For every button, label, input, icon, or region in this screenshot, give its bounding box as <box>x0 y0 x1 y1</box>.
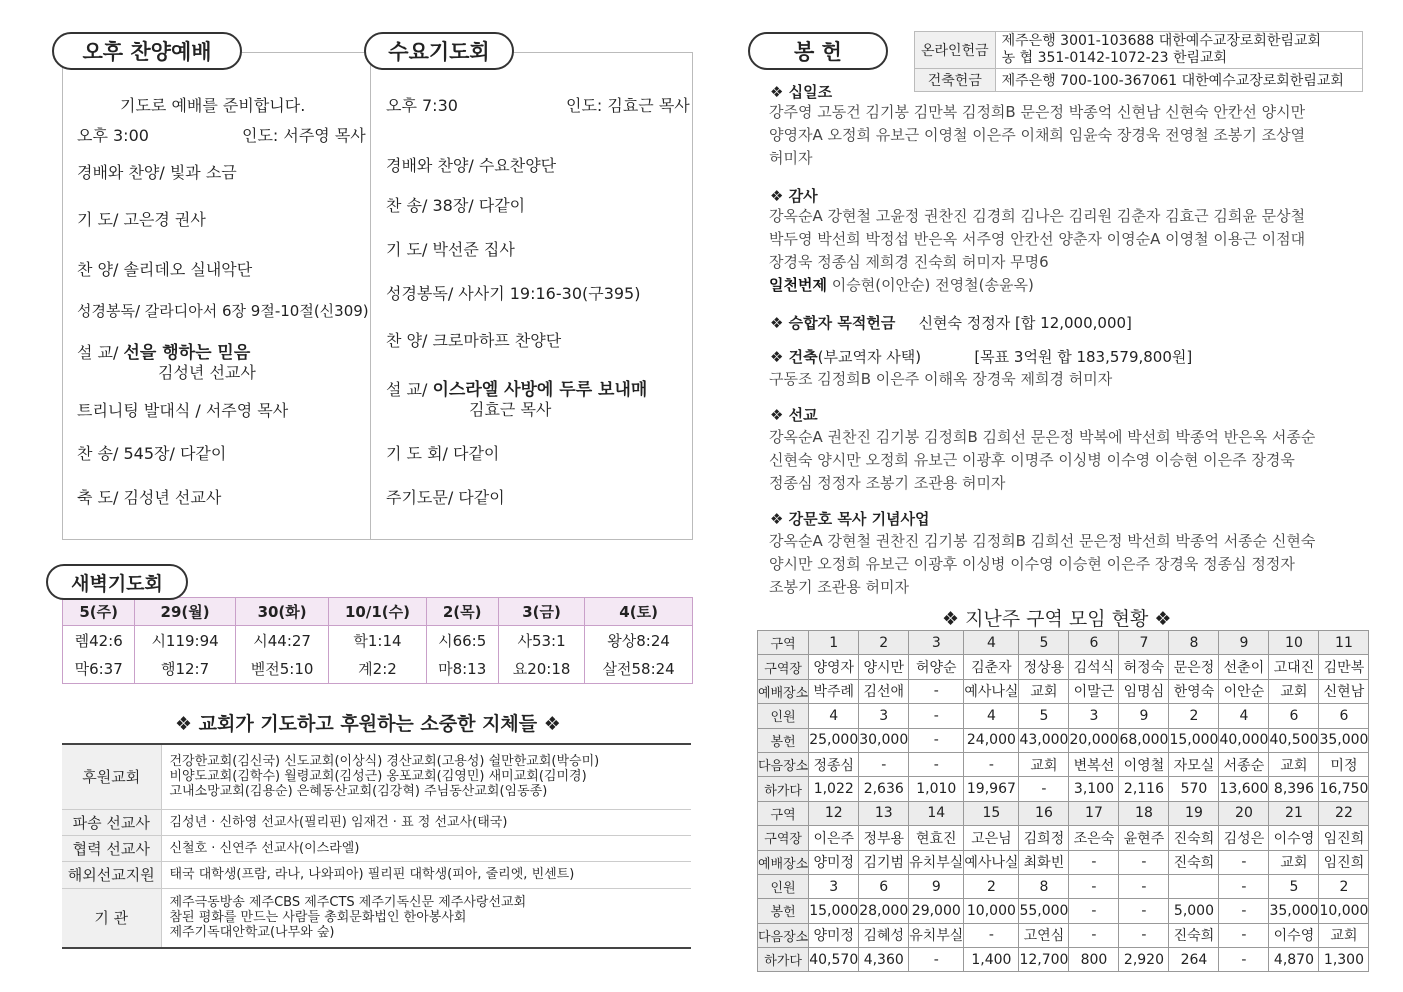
zone-cell: - <box>1119 850 1169 874</box>
zone-cell: 김춘자 <box>964 655 1019 679</box>
zone-cell: 정종심 <box>809 752 859 776</box>
dawn-cell: 시66:5 <box>426 626 498 655</box>
zone-cell: 1,400 <box>964 948 1019 972</box>
zone-cell: 13,600 <box>1219 777 1269 801</box>
afternoon-item: 경배와 찬양/ 빛과 소금 <box>77 163 237 182</box>
zone-cell: 1,300 <box>1319 948 1369 972</box>
zone-cell: 김선애 <box>859 679 909 703</box>
zone-place-row <box>758 850 1369 874</box>
thanks-names <box>769 205 1367 274</box>
zone-cell: - <box>1069 899 1119 923</box>
wednesday-item: 찬 송/ 38장/ 다같이 <box>386 196 526 215</box>
build-offering <box>770 346 1192 367</box>
zone-row-label: 구역 <box>758 801 809 825</box>
support-key: 후원교회 <box>62 744 161 809</box>
zone-cell: 9 <box>909 874 964 898</box>
afternoon-item: 찬 양/ 솔리데오 실내악단 <box>77 260 253 279</box>
zone-cell: 8,396 <box>1269 777 1319 801</box>
zone-cell: 이영철 <box>1119 752 1169 776</box>
name-line: 강주영 고동건 김기봉 김만복 김정희B 문은정 박종억 신현남 신현숙 안칸선 양시만 <box>769 103 1306 121</box>
zone-cell: 교회 <box>1319 923 1369 947</box>
zone-cell: 1,022 <box>809 777 859 801</box>
zone-cell: 양영자 <box>809 655 859 679</box>
account-line: 농 협 351-0142-1072-23 한림교회 <box>1001 50 1228 66</box>
afternoon-item: 축 도/ 김성년 선교사 <box>77 488 222 507</box>
zone-row-label: 다음장소 <box>758 923 809 947</box>
zone-cell: - <box>1219 899 1269 923</box>
zone-cell: 고대진 <box>1269 655 1319 679</box>
zone-title: ❖ 지난주 구역 모임 현황 ❖ <box>942 608 1172 630</box>
zone-cell: - <box>909 704 964 728</box>
zone-cell <box>1169 874 1219 898</box>
zone-row-label: 하가다 <box>758 777 809 801</box>
dawn-cell: 행12:7 <box>135 655 235 684</box>
service-divider <box>370 52 371 540</box>
zone-cell: 1,010 <box>909 777 964 801</box>
dawn-header: 3(금) <box>498 598 584 626</box>
dawn-cell: 계2:2 <box>329 655 426 684</box>
first-names: 이승현(이안순) 전영철(송윤옥) <box>831 276 1034 294</box>
support-line: 신철호 · 신연주 선교사(이스라엘) <box>161 835 691 861</box>
zone-cell: 최화빈 <box>1019 850 1069 874</box>
zone-row-label: 다음장소 <box>758 752 809 776</box>
zone-cell: 21 <box>1269 801 1319 825</box>
dawn-header: 4(토) <box>585 598 693 626</box>
zone-cell: 교회 <box>1019 679 1069 703</box>
zone-cell: 서종순 <box>1219 752 1269 776</box>
name-line: 강옥순A 권찬진 김기봉 김정희B 김희선 문은정 박복에 박선희 박종억 반은옥 서종순 <box>769 428 1316 446</box>
zone-cell: - <box>909 728 964 752</box>
zone-cell: 35,000 <box>1319 728 1369 752</box>
zone-number-row <box>758 801 1369 825</box>
mission-title: ❖ 선교 <box>770 406 818 424</box>
zone-cell: 한영숙 <box>1169 679 1219 703</box>
zone-cell: - <box>1119 923 1169 947</box>
zone-cell: 양시만 <box>859 655 909 679</box>
zone-cell: 교회 <box>1019 752 1069 776</box>
zone-cell: 2,636 <box>859 777 909 801</box>
zone-cell: 진숙희 <box>1169 923 1219 947</box>
zone-cell: 4,360 <box>859 948 909 972</box>
zone-next-place-row <box>758 752 1369 776</box>
online-offering-table <box>914 31 1363 92</box>
afternoon-time: 오후 3:00 <box>77 126 149 145</box>
zone-cell: 5 <box>1019 704 1069 728</box>
zone-cell: 김혜성 <box>859 923 909 947</box>
zone-cell: 264 <box>1169 948 1219 972</box>
zone-cell: 현효진 <box>909 826 964 850</box>
zone-cell: 진숙희 <box>1169 850 1219 874</box>
zone-cell: - <box>1069 923 1119 947</box>
zone-cell: 문은정 <box>1169 655 1219 679</box>
zone-number-row <box>758 631 1369 655</box>
tithe-names <box>769 101 1367 170</box>
dawn-header: 29(월) <box>135 598 235 626</box>
dawn-cell: 요20:18 <box>498 655 584 684</box>
zone-cell: 1 <box>809 631 859 655</box>
zone-cell: - <box>964 752 1019 776</box>
dawn-header: 2(목) <box>426 598 498 626</box>
zone-cell: 허양순 <box>909 655 964 679</box>
zone-cell: 예사나실 <box>964 679 1019 703</box>
zone-cell: 6 <box>1269 704 1319 728</box>
zone-cell: 선춘이 <box>1219 655 1269 679</box>
dawn-header: 30(화) <box>235 598 329 626</box>
mission-names <box>769 426 1367 495</box>
zone-cell: 800 <box>1069 948 1119 972</box>
zone-attendance-row <box>758 704 1369 728</box>
support-line: 김성년 · 신하영 선교사(필리핀) 임재건 · 표 정 선교사(태국) <box>161 809 691 835</box>
zone-cell: 35,000 <box>1269 899 1319 923</box>
zone-next-place-row <box>758 923 1369 947</box>
zone-cell: 3 <box>859 704 909 728</box>
support-line: 제주극동방송 제주CBS 제주CTS 제주기독신문 제주사랑선교회 <box>169 895 527 911</box>
wednesday-item: 찬 양/ 크로마하프 찬양단 <box>386 331 562 350</box>
zone-cell: 24,000 <box>964 728 1019 752</box>
zone-cell: 7 <box>1119 631 1169 655</box>
zone-cell: 2 <box>859 631 909 655</box>
build-sub: (부교역자 사택) <box>817 348 922 366</box>
zone-cell: - <box>909 679 964 703</box>
wednesday-title: 수요기도회 <box>364 32 514 70</box>
zone-cell: 8 <box>1019 874 1069 898</box>
zone-cell: 30,000 <box>859 728 909 752</box>
zone-cell: - <box>859 752 909 776</box>
build-title: ❖ 건축 <box>770 348 818 366</box>
zone-cell: 12 <box>809 801 859 825</box>
sermon-title: 선을 행하는 믿음 <box>123 343 251 363</box>
zone-cell: 예사나실 <box>964 850 1019 874</box>
zone-leader-row <box>758 655 1369 679</box>
zone-cell: 29,000 <box>909 899 964 923</box>
zone-cell: 미정 <box>1319 752 1369 776</box>
zone-cell: 43,000 <box>1019 728 1069 752</box>
dawn-header: 5(주) <box>63 598 135 626</box>
zone-row-label: 구역 <box>758 631 809 655</box>
wednesday-item: 기 도 회/ 다같이 <box>386 444 500 463</box>
zone-cell: 양미정 <box>809 923 859 947</box>
afternoon-title: 오후 찬양예배 <box>52 32 242 70</box>
zone-cell: 4 <box>964 631 1019 655</box>
name-line: 양시만 오정희 유보근 이광후 이싱병 이수영 이승현 이은주 장경욱 정종심 정정자 <box>769 555 1295 573</box>
kang-title: ❖ 강문호 목사 기념사업 <box>770 510 930 528</box>
zone-cell: 4 <box>809 704 859 728</box>
zone-cell: 고연심 <box>1019 923 1069 947</box>
zone-cell: 이수영 <box>1269 923 1319 947</box>
zone-cell: 교회 <box>1269 679 1319 703</box>
support-key: 협력 선교사 <box>62 835 161 861</box>
zone-cell: 12,700 <box>1019 948 1069 972</box>
sermon-label: 설 교/ <box>386 380 428 399</box>
wednesday-preacher: 김효근 목사 <box>469 400 552 419</box>
zone-row-label: 예배장소 <box>758 679 809 703</box>
account-line: 제주은행 3001-103688 대한예수교장로회한림교회 <box>1001 33 1322 49</box>
dawn-cell: 마8:13 <box>426 655 498 684</box>
zone-row-label: 인원 <box>758 704 809 728</box>
zone-cell: 유치부실 <box>909 850 964 874</box>
support-line: 비양도교회(김학수) 월령교회(김성근) 옹포교회(김영민) 새미교회(김미경) <box>169 769 587 785</box>
afternoon-leader: 인도: 서주영 목사 <box>242 126 366 145</box>
name-line: 정종심 정정자 조봉기 조관용 허미자 <box>769 474 1006 492</box>
zone-cell: 정상용 <box>1019 655 1069 679</box>
zone-cell: - <box>909 948 964 972</box>
dawn-cell: 렘42:6 <box>63 626 135 655</box>
zone-cell: 2,116 <box>1119 777 1169 801</box>
zone-cell: 9 <box>1219 631 1269 655</box>
zone-cell: 68,000 <box>1119 728 1169 752</box>
zone-cell: 19 <box>1169 801 1219 825</box>
support-key: 파송 선교사 <box>62 809 161 835</box>
zone-table <box>757 630 1369 972</box>
car-note: 신현숙 정정자 [합 12,000,000] <box>918 314 1132 332</box>
support-value <box>161 888 691 948</box>
zone-cell: 5,000 <box>1169 899 1219 923</box>
zone-cell: 정부용 <box>859 826 909 850</box>
zone-cell: - <box>1069 850 1119 874</box>
zone-cell: 교회 <box>1269 752 1319 776</box>
account-line: 제주은행 700-100-367061 대한예수교장로회한림교회 <box>995 69 1362 92</box>
zone-cell: 10 <box>1269 631 1319 655</box>
wednesday-item: 경배와 찬양/ 수요찬양단 <box>386 156 557 175</box>
wednesday-item: 성경봉독/ 사사기 19:16-30(구395) <box>386 284 641 303</box>
zone-cell: 유치부실 <box>909 923 964 947</box>
name-line: 양영자A 오정희 유보근 이영철 이은주 이채희 임윤숙 장경욱 전영철 조봉기 조상열 <box>769 126 1306 144</box>
zone-cell: 8 <box>1169 631 1219 655</box>
afternoon-item: 성경봉독/ 갈라디아서 6장 9절-10절(신309) <box>77 302 369 320</box>
zone-cell: 6 <box>1069 631 1119 655</box>
zone-row-label: 예배장소 <box>758 850 809 874</box>
kang-names <box>769 530 1367 599</box>
zone-cell: - <box>964 923 1019 947</box>
zone-cell: 9 <box>1119 704 1169 728</box>
zone-cell: - <box>1069 874 1119 898</box>
name-line: 박두영 박선희 박정섭 반은옥 서주영 안칸선 양춘자 이영순A 이영철 이용근 이점대 <box>769 230 1306 248</box>
wednesday-leader: 인도: 김효근 목사 <box>566 96 690 115</box>
zone-cell: 5 <box>1269 874 1319 898</box>
zone-cell: 양미정 <box>809 850 859 874</box>
dawn-header: 10/1(수) <box>329 598 426 626</box>
zone-cell: 10,000 <box>964 899 1019 923</box>
support-line: 고내소망교회(김용순) 은혜동산교회(김강혁) 주님동산교회(임동종) <box>169 784 548 800</box>
support-value <box>161 744 691 809</box>
zone-cell: 2,920 <box>1119 948 1169 972</box>
zone-cell: 15 <box>964 801 1019 825</box>
dawn-table <box>62 597 693 684</box>
zone-cell: 변복선 <box>1069 752 1119 776</box>
zone-place-row <box>758 679 1369 703</box>
online-label: 온라인헌금 <box>915 32 996 69</box>
zone-cell: 2 <box>1319 874 1369 898</box>
build-names <box>769 368 1367 391</box>
zone-row-label: 구역장 <box>758 655 809 679</box>
zone-cell: 이말근 <box>1069 679 1119 703</box>
afternoon-item: 기 도/ 고은경 권사 <box>77 210 206 229</box>
building-label: 건축헌금 <box>915 69 996 92</box>
zone-cell: 이수영 <box>1269 826 1319 850</box>
zone-offering-row <box>758 899 1369 923</box>
support-title: ❖ 교회가 기도하고 후원하는 소중한 지체들 ❖ <box>175 713 561 735</box>
zone-cell: 2 <box>1169 704 1219 728</box>
zone-leader-row <box>758 826 1369 850</box>
dawn-cell: 살전58:24 <box>585 655 693 684</box>
zone-cell: 교회 <box>1269 850 1319 874</box>
zone-cell: 3 <box>809 874 859 898</box>
zone-cell: - <box>1219 850 1269 874</box>
sermon-title: 이스라엘 사방에 두루 보내매 <box>432 380 648 400</box>
zone-cell: 13 <box>859 801 909 825</box>
dawn-cell: 시44:27 <box>235 626 329 655</box>
zone-cell: 40,000 <box>1219 728 1269 752</box>
zone-row-label: 하가다 <box>758 948 809 972</box>
zone-cell: 3 <box>909 631 964 655</box>
zone-cell: 14 <box>909 801 964 825</box>
zone-cell: 신현남 <box>1319 679 1369 703</box>
support-key: 기 관 <box>62 888 161 948</box>
thanks-title: ❖ 감사 <box>770 187 818 205</box>
zone-hagada-row <box>758 948 1369 972</box>
zone-cell: 15,000 <box>809 899 859 923</box>
zone-cell: 17 <box>1069 801 1119 825</box>
zone-attendance-row <box>758 874 1369 898</box>
zone-cell: - <box>909 752 964 776</box>
zone-cell: 4 <box>1219 704 1269 728</box>
zone-row-label: 봉헌 <box>758 899 809 923</box>
zone-cell: 김성은 <box>1219 826 1269 850</box>
zone-cell: 20,000 <box>1069 728 1119 752</box>
zone-row-label: 봉헌 <box>758 728 809 752</box>
zone-cell: 자모실 <box>1169 752 1219 776</box>
offering-title: 봉 헌 <box>748 32 888 70</box>
zone-cell: 40,500 <box>1269 728 1319 752</box>
first-offering <box>769 274 1367 297</box>
zone-cell: 진숙희 <box>1169 826 1219 850</box>
zone-cell: 허정숙 <box>1119 655 1169 679</box>
zone-cell: 3,100 <box>1069 777 1119 801</box>
dawn-cell: 학1:14 <box>329 626 426 655</box>
name-line: 강옥순A 강현철 고윤정 권찬진 김경희 김나은 김리원 김춘자 김효근 김희윤 문상철 <box>769 207 1306 225</box>
zone-cell: 15,000 <box>1169 728 1219 752</box>
zone-cell: - <box>1219 923 1269 947</box>
zone-cell: 22 <box>1319 801 1369 825</box>
zone-cell: 김만복 <box>1319 655 1369 679</box>
zone-cell: 16 <box>1019 801 1069 825</box>
zone-cell: 조은숙 <box>1069 826 1119 850</box>
zone-cell: - <box>1119 899 1169 923</box>
support-line: 태국 대학생(프람, 라나, 나와피아) 필리핀 대학생(피아, 줄리엣, 빈센트) <box>161 861 691 888</box>
afternoon-preacher: 김성년 선교사 <box>158 363 256 382</box>
zone-cell: 16,750 <box>1319 777 1369 801</box>
online-accounts <box>995 32 1362 69</box>
zone-cell: 2 <box>964 874 1019 898</box>
zone-cell: 5 <box>1019 631 1069 655</box>
zone-cell: - <box>1219 948 1269 972</box>
support-line: 참된 평화를 만드는 사람들 총회문화법인 한아봉사회 <box>169 910 467 926</box>
zone-hagada-row <box>758 777 1369 801</box>
zone-cell: 40,570 <box>809 948 859 972</box>
zone-cell: 4,870 <box>1269 948 1319 972</box>
zone-cell: 4 <box>964 704 1019 728</box>
zone-cell: 20 <box>1219 801 1269 825</box>
zone-cell: 10,000 <box>1319 899 1369 923</box>
zone-cell: 28,000 <box>859 899 909 923</box>
zone-cell: - <box>1019 777 1069 801</box>
first-label: 일천번제 <box>769 276 827 294</box>
zone-cell: 6 <box>1319 704 1369 728</box>
zone-cell: 김석식 <box>1069 655 1119 679</box>
name-line: 구동조 김정희B 이은주 이해옥 장경욱 제희경 허미자 <box>769 370 1113 388</box>
zone-cell: 55,000 <box>1019 899 1069 923</box>
car-title: ❖ 승합자 목적헌금 <box>770 314 896 332</box>
afternoon-intro: 기도로 예배를 준비합니다. <box>120 96 306 115</box>
zone-row-label: 인원 <box>758 874 809 898</box>
zone-cell: 18 <box>1119 801 1169 825</box>
zone-cell: - <box>1119 874 1169 898</box>
zone-cell: 임명심 <box>1119 679 1169 703</box>
dawn-title: 새벽기도회 <box>46 564 188 600</box>
tithe-title: ❖ 십일조 <box>770 83 833 101</box>
afternoon-item: 트리니팅 발대식 / 서주영 목사 <box>77 401 289 420</box>
name-line: 신현숙 양시만 오정희 유보근 이광후 이명주 이싱병 이수영 이승현 이은주 장경욱 <box>769 451 1295 469</box>
zone-cell: - <box>1219 874 1269 898</box>
zone-cell: 11 <box>1319 631 1369 655</box>
zone-cell: 19,967 <box>964 777 1019 801</box>
build-note: [목표 3억원 합 183,579,800원] <box>974 348 1193 366</box>
zone-cell: 윤현주 <box>1119 826 1169 850</box>
dawn-cell: 사53:1 <box>498 626 584 655</box>
name-line: 조봉기 조관용 허미자 <box>769 578 909 596</box>
support-line: 제주기독대안학교(나무와 숲) <box>169 925 335 941</box>
support-key: 해외선교지원 <box>62 861 161 888</box>
zone-cell: 3 <box>1069 704 1119 728</box>
sermon-label: 설 교/ <box>77 343 119 362</box>
zone-cell: 임진희 <box>1319 826 1369 850</box>
dawn-cell: 벧전5:10 <box>235 655 329 684</box>
zone-row-label: 구역장 <box>758 826 809 850</box>
support-table <box>62 743 691 949</box>
zone-cell: 박주례 <box>809 679 859 703</box>
name-line: 강옥순A 강현철 권찬진 김기봉 김정희B 김희선 문은정 박선희 박종억 서종순 신현숙 <box>769 532 1316 550</box>
zone-cell: 임진희 <box>1319 850 1369 874</box>
zone-cell: 고은님 <box>964 826 1019 850</box>
afternoon-item: 찬 송/ 545장/ 다같이 <box>77 444 227 463</box>
zone-offering-row <box>758 728 1369 752</box>
wednesday-item: 기 도/ 박선준 집사 <box>386 240 515 259</box>
zone-cell: 김기범 <box>859 850 909 874</box>
dawn-cell: 막6:37 <box>63 655 135 684</box>
zone-cell: 6 <box>859 874 909 898</box>
zone-cell: 이은주 <box>809 826 859 850</box>
name-line: 장경욱 정종심 제희경 진숙희 허미자 무명6 <box>769 253 1049 271</box>
zone-cell: 이안순 <box>1219 679 1269 703</box>
dawn-cell: 시119:94 <box>135 626 235 655</box>
zone-cell: 570 <box>1169 777 1219 801</box>
wednesday-time: 오후 7:30 <box>386 96 458 115</box>
car-offering <box>770 312 1132 333</box>
wednesday-item: 주기도문/ 다같이 <box>386 488 505 507</box>
zone-cell: 25,000 <box>809 728 859 752</box>
zone-cell: 김희정 <box>1019 826 1069 850</box>
support-line: 건강한교회(김신국) 신도교회(이상식) 경산교회(고용성) 쉴만한교회(박승미) <box>169 754 600 770</box>
name-line: 허미자 <box>769 149 813 167</box>
dawn-cell: 왕상8:24 <box>585 626 693 655</box>
